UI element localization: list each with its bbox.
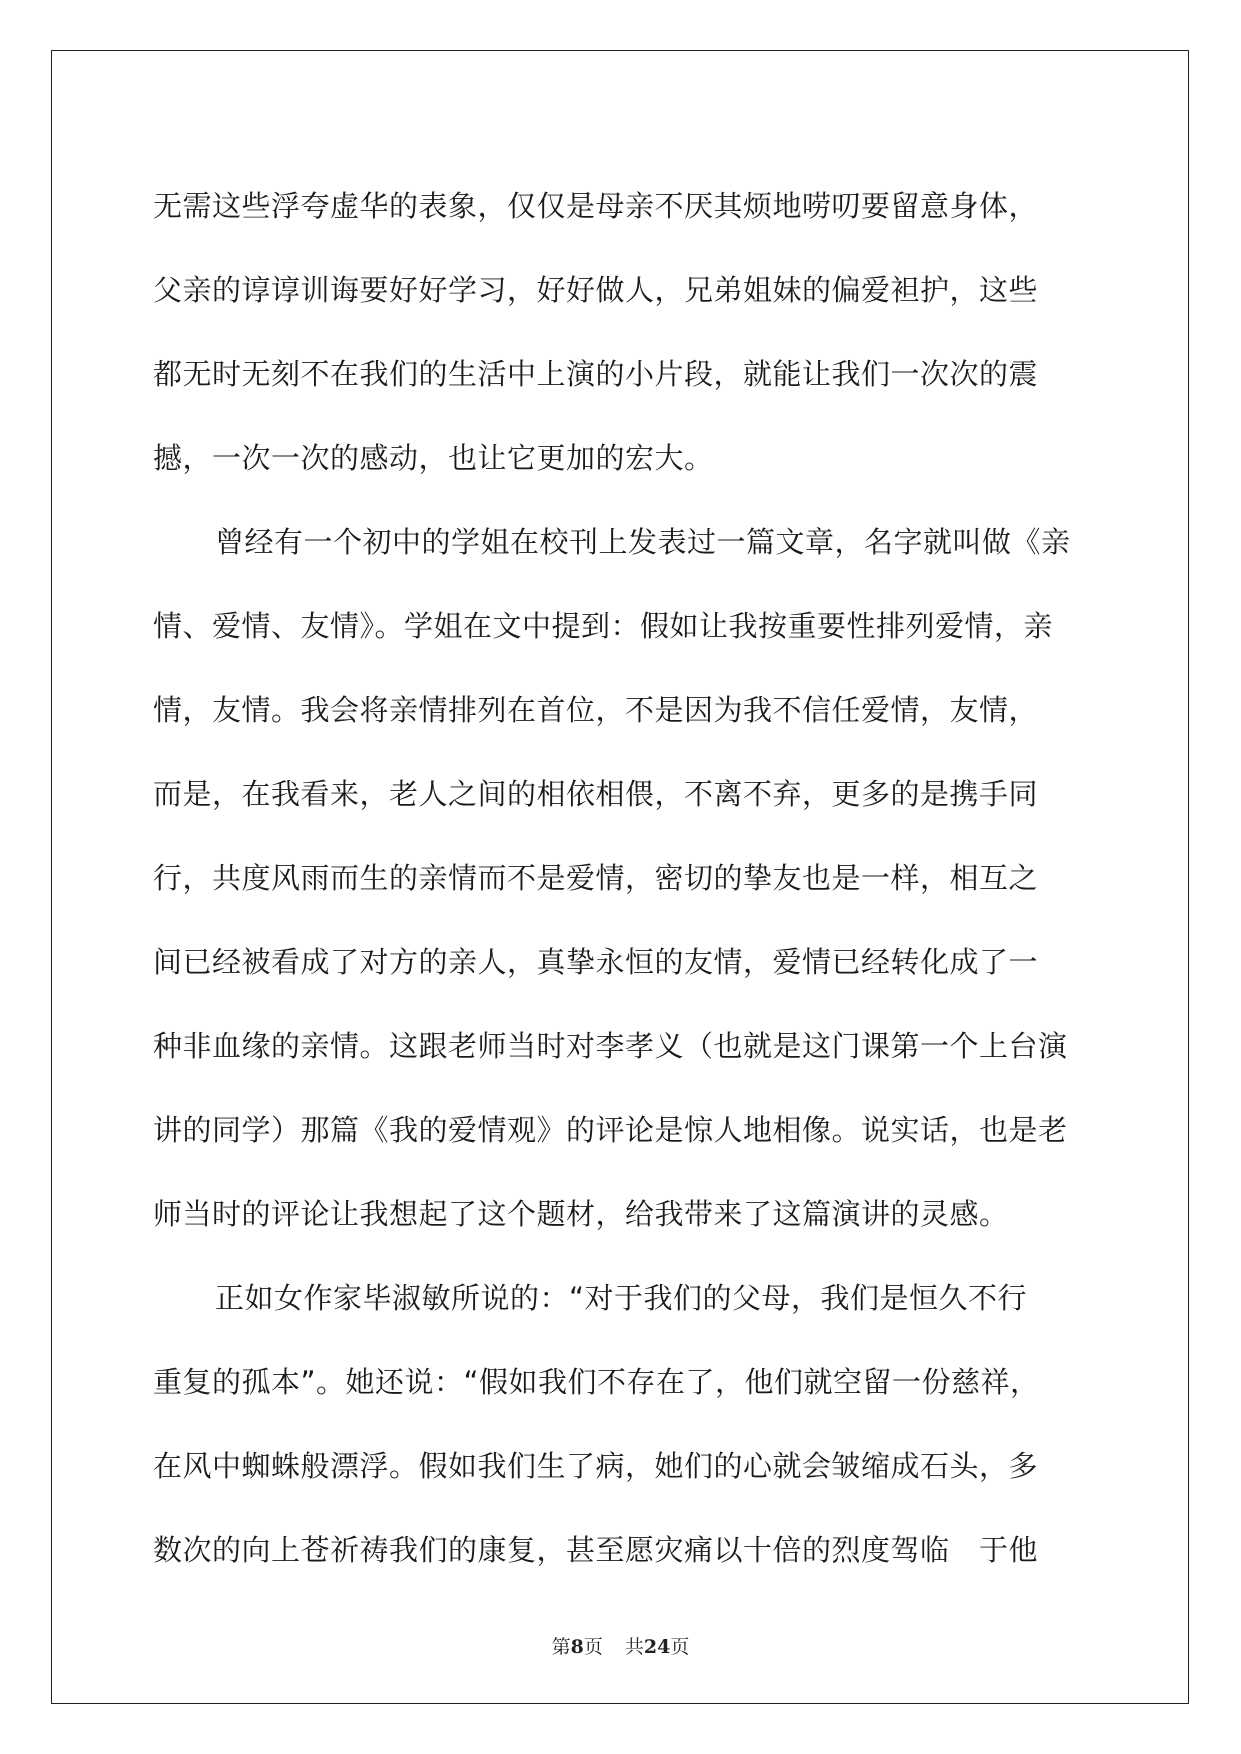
text-line: 讲的同学）那篇《我的爱情观》的评论是惊人地相像。说实话，也是老 (153, 1113, 1068, 1147)
total-pages: 24 (643, 1636, 671, 1658)
paragraph-first-line: 正如女作家毕淑敏所说的：“对于我们的父母，我们是恒久不行 (215, 1281, 1028, 1315)
text-line: 重复的孤本”。她还说：“假如我们不存在了，他们就空留一份慈祥， (153, 1365, 1040, 1399)
text-line: 行，共度风雨而生的亲情而不是爱情，密切的挚友也是一样，相互之 (153, 861, 1039, 895)
page-footer (0, 1632, 1241, 1659)
paragraph-first-line: 曾经有一个初中的学姐在校刊上发表过一篇文章，名字就叫做《亲 (215, 525, 1071, 559)
text-line: 在风中蜘蛛般漂浮。假如我们生了病，她们的心就会皱缩成石头，多 (153, 1449, 1039, 1483)
text-line: 情，友情。我会将亲情排列在首位，不是因为我不信任爱情，友情， (153, 693, 1039, 727)
text-line: 而是，在我看来，老人之间的相依相偎，不离不弃，更多的是携手同 (153, 777, 1039, 811)
text-line: 父亲的谆谆训诲要好好学习，好好做人，兄弟姐妹的偏爱袒护，这些 (153, 273, 1039, 307)
text-line: 师当时的评论让我想起了这个题材，给我带来了这篇演讲的灵感。 (153, 1197, 1009, 1231)
text-line: 无需这些浮夸虚华的表象，仅仅是母亲不厌其烦地唠叨要留意身体， (153, 189, 1039, 223)
document-body (153, 164, 1091, 1592)
text-line: 都无时无刻不在我们的生活中上演的小片段，就能让我们一次次的震 (153, 357, 1039, 391)
text-line: 间已经被看成了对方的亲人，真挚永恒的友情，爱情已经转化成了一 (153, 945, 1039, 979)
footer-prefix: 第 (551, 1636, 571, 1658)
footer-total-prefix: 共 (624, 1636, 644, 1658)
text-line: 情、爱情、友情》。学姐在文中提到：假如让我按重要性排列爱情，亲 (153, 609, 1054, 643)
footer-total-suffix: 页 (670, 1636, 690, 1658)
page-number: 8 (570, 1636, 584, 1658)
text-line: 种非血缘的亲情。这跟老师当时对李孝义（也就是这门课第一个上台演 (153, 1029, 1068, 1063)
footer-page-suffix: 页 (583, 1636, 603, 1658)
text-line: 撼，一次一次的感动，也让它更加的宏大。 (153, 441, 714, 475)
text-line: 数次的向上苍祈祷我们的康复，甚至愿灾痛以十倍的烈度驾临 于他 (153, 1533, 1039, 1567)
